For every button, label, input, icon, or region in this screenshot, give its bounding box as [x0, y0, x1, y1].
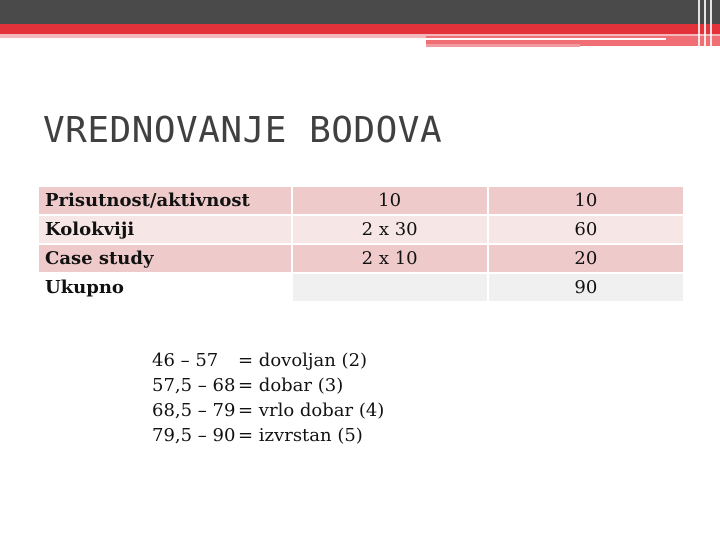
grading-range: 46 – 57	[152, 350, 219, 371]
row-points	[293, 274, 487, 301]
scoring-table	[37, 185, 685, 303]
grading-scale	[152, 348, 384, 448]
header-accent-underline	[426, 44, 580, 47]
grading-item	[152, 423, 384, 448]
row-label: Kolokviji	[39, 216, 291, 243]
table-row-total	[39, 274, 683, 301]
row-total: 60	[489, 216, 683, 243]
grading-grade: = vrlo dobar (4)	[238, 400, 385, 421]
table-row	[39, 245, 683, 272]
grading-item	[152, 373, 384, 398]
header-dark-band	[0, 0, 720, 24]
slide-title: VREDNOVANJE BODOVA	[43, 110, 443, 151]
table-row	[39, 187, 683, 214]
row-points: 2 x 30	[293, 216, 487, 243]
row-points: 2 x 10	[293, 245, 487, 272]
row-label: Case study	[39, 245, 291, 272]
row-label: Prisutnost/aktivnost	[39, 187, 291, 214]
grading-range: 68,5 – 79	[152, 400, 236, 421]
grading-range: 79,5 – 90	[152, 425, 236, 446]
row-total: 20	[489, 245, 683, 272]
grading-grade: = dovoljan (2)	[238, 350, 368, 371]
header-stripes	[696, 0, 720, 50]
grading-range: 57,5 – 68	[152, 375, 236, 396]
row-total: 10	[489, 187, 683, 214]
grading-grade: = dobar (3)	[238, 375, 344, 396]
row-points: 10	[293, 187, 487, 214]
row-label: Ukupno	[39, 274, 291, 301]
grading-item	[152, 348, 384, 373]
header-accent-line	[426, 38, 666, 40]
header-red-band	[0, 24, 720, 34]
grading-grade: = izvrstan (5)	[238, 425, 363, 446]
row-total: 90	[489, 274, 683, 301]
table-row	[39, 216, 683, 243]
grading-item	[152, 398, 384, 423]
